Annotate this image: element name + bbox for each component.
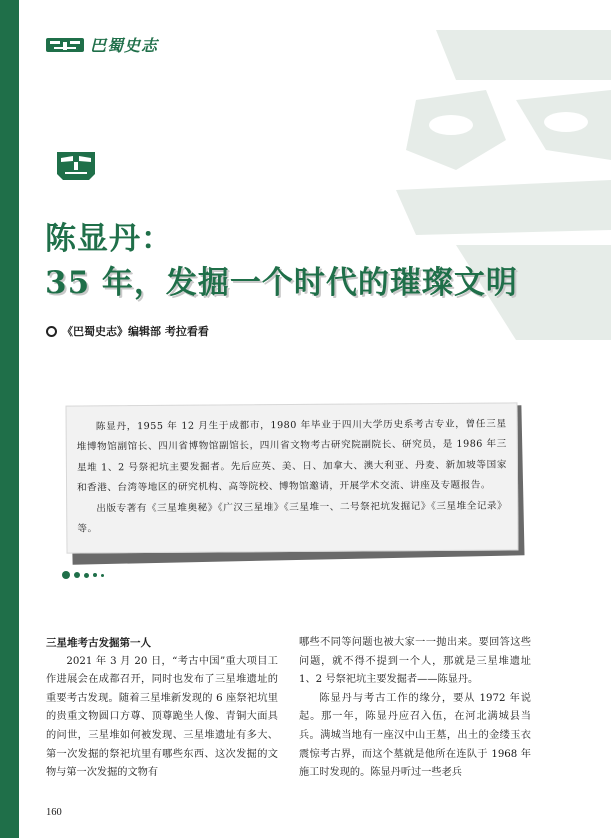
dot [101,574,104,577]
magazine-logo [46,33,158,56]
article-column-right [299,634,531,783]
dot-large [62,571,70,579]
article-column-left [46,634,278,783]
article-paragraph: 2021 年 3 月 20 日，“考古中国”重大项目工作进展会在成都召开，同时也发布了三星堆遗址的重要考古发现。随着三星堆新发现的 6 座祭祀坑里的贵重文物圆口方尊、顶尊跪坐人像、青铜大面具的问世，三星堆如何被发现、三星堆遗址有多大、第一次发掘的祭祀坑里有哪些东西、这次发掘的文物与第一次发掘的文物有 [46,655,278,779]
article-paragraph: 陈显丹与考古工作的缘分，要从 1972 年说起。那一年，陈显丹应召入伍，在河北满城县当兵。满城当地有一座汉中山王墓，出土的金缕玉衣震惊考古界，而这个墓就是他所在连队于 1968 年施工时发现的。陈显丹听过一些老兵 [299,692,531,779]
byline-text: 《巴蜀史志》编辑部 考拉看看 [62,325,209,338]
mask-logo-icon [46,36,84,54]
bio-paragraph-1: 陈显丹，1955 年 12 月生于成都市，1980 年毕业于四川大学历史系考古专业，曾任三星堆博物馆副馆长、四川省博物馆副馆长，四川省文物考古研究院副院长、研究员，是 1986 年三星堆 1、2 号祭祀坑主要发掘者。先后应英、美、日、加拿大、澳大利亚、丹麦、新加坡等国家和香港、台湾等地区的研究机构、高等院校、博物馆邀请，开展学术交流、讲座及专题报告。 [76,418,507,494]
circle-bullet-icon [46,326,57,337]
bio-paragraph-2: 出版专著有《三星堆奥秘》《广汉三星堆》《三星堆一、二号祭祀坑发掘记》《三星堆全记录》等。 [77,500,508,535]
title-line-1: 陈显丹： [45,221,173,257]
decorative-dots [62,571,104,579]
article-paragraph: 哪些不同等问题也被大家一一抛出来。要回答这些问题，就不得不提到一个人，那就是三星堆遗址 1、2 号祭祀坑主要发掘者——陈显丹。 [299,637,531,686]
bio-card [66,404,524,558]
bronze-mask-icon [55,148,97,182]
magazine-name: 巴蜀史志 [90,36,159,55]
dot [93,573,97,577]
dot [84,573,89,578]
section-heading: 三星堆考古发掘第一人 [46,637,151,649]
bio-box [65,402,518,553]
title-line-2: 35 年，发掘一个时代的璀璨文明 [45,265,518,301]
article-title [45,217,518,305]
byline [46,323,209,339]
dot [74,572,80,578]
page-number: 160 [46,807,62,818]
left-green-bar [0,0,19,838]
